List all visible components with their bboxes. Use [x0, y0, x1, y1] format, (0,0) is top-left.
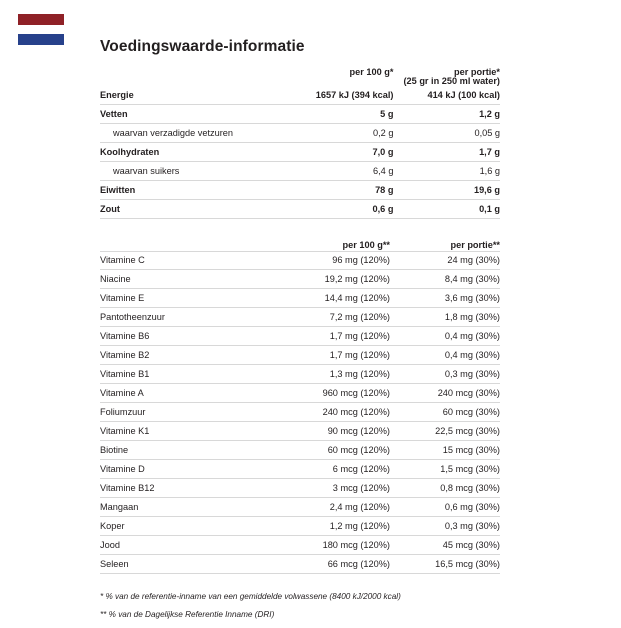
row-value-per-100g: 960 mcg (120%) — [280, 384, 390, 403]
row-label: Eiwitten — [100, 181, 287, 200]
row-value-per-portie: 1,6 g — [393, 162, 500, 181]
row-label: Vitamine C — [100, 251, 280, 270]
row-value-per-100g: 1657 kJ (394 kcal) — [287, 86, 393, 104]
table-row — [100, 441, 500, 460]
vitamin-header-per-100g: per 100 g** — [280, 241, 390, 251]
table-row — [100, 143, 500, 162]
row-label: Niacine — [100, 270, 280, 289]
row-value-per-100g: 1,7 mg (120%) — [280, 327, 390, 346]
row-label: waarvan suikers — [100, 162, 287, 181]
row-value-per-portie: 0,3 mg (30%) — [390, 517, 500, 536]
row-label: Vitamine B1 — [100, 365, 280, 384]
row-value-per-portie: 1,2 g — [393, 105, 500, 124]
table-row — [100, 498, 500, 517]
row-value-per-100g: 60 mcg (120%) — [280, 441, 390, 460]
main-header-per-portie: per portie* — [454, 67, 500, 77]
row-label: Vitamine E — [100, 289, 280, 308]
table-row — [100, 327, 500, 346]
table-row — [100, 270, 500, 289]
page-title: Voedingswaarde-informatie — [100, 38, 305, 55]
row-value-per-100g: 78 g — [287, 181, 393, 200]
flag-band-red — [18, 14, 64, 25]
row-label: Vitamine D — [100, 460, 280, 479]
main-header-label-sub — [100, 77, 287, 86]
row-label: waarvan verzadigde vetzuren — [100, 124, 287, 143]
row-label: Energie — [100, 86, 287, 104]
footnotes — [100, 592, 500, 619]
row-value-per-portie: 15 mcg (30%) — [390, 441, 500, 460]
row-value-per-100g: 1,2 mg (120%) — [280, 517, 390, 536]
row-value-per-100g: 7,2 mg (120%) — [280, 308, 390, 327]
table-row — [100, 384, 500, 403]
row-value-per-100g: 240 mcg (120%) — [280, 403, 390, 422]
vitamin-table — [100, 241, 500, 574]
row-value-per-100g: 6,4 g — [287, 162, 393, 181]
main-table-header-row-2 — [100, 77, 500, 86]
row-value-per-portie: 22,5 mcg (30%) — [390, 422, 500, 441]
row-value-per-100g: 1,7 mg (120%) — [280, 346, 390, 365]
flag-band-white — [18, 25, 64, 34]
row-value-per-portie: 0,6 mg (30%) — [390, 498, 500, 517]
main-header-per-portie-sub: (25 gr in 250 ml water) — [403, 76, 500, 87]
nutrition-sheet — [100, 38, 500, 628]
row-label: Foliumzuur — [100, 403, 280, 422]
flag-band-blue — [18, 34, 64, 45]
row-value-per-100g: 5 g — [287, 105, 393, 124]
footnote-two: ** % van de Dagelijkse Referentie Inname (DRI) — [100, 610, 275, 620]
table-row — [100, 251, 500, 270]
main-header-per-100g: per 100 g* — [349, 67, 394, 77]
nutrition-main-table — [100, 68, 500, 219]
row-value-per-portie: 1,8 mg (30%) — [390, 308, 500, 327]
vitamin-table-body — [100, 241, 500, 573]
row-value-per-100g: 66 mcg (120%) — [280, 555, 390, 574]
row-value-per-portie: 0,4 mg (30%) — [390, 327, 500, 346]
row-label: Pantotheenzuur — [100, 308, 280, 327]
row-value-per-100g: 90 mcg (120%) — [280, 422, 390, 441]
table-row — [100, 460, 500, 479]
row-value-per-100g: 2,4 mg (120%) — [280, 498, 390, 517]
row-value-per-portie: 0,1 g — [393, 200, 500, 219]
row-value-per-portie: 0,8 mcg (30%) — [390, 479, 500, 498]
row-label: Vitamine B6 — [100, 327, 280, 346]
row-value-per-100g: 6 mcg (120%) — [280, 460, 390, 479]
row-label: Zout — [100, 200, 287, 219]
table-row — [100, 422, 500, 441]
table-row — [100, 124, 500, 143]
row-value-per-portie: 16,5 mcg (30%) — [390, 555, 500, 574]
vitamin-header-label — [100, 241, 280, 251]
table-row — [100, 308, 500, 327]
row-value-per-100g: 180 mcg (120%) — [280, 536, 390, 555]
table-row — [100, 162, 500, 181]
row-label: Vitamine B12 — [100, 479, 280, 498]
row-label: Vitamine A — [100, 384, 280, 403]
vitamin-header-per-portie: per portie** — [390, 241, 500, 251]
row-value-per-portie: 240 mcg (30%) — [390, 384, 500, 403]
row-value-per-portie: 45 mcg (30%) — [390, 536, 500, 555]
main-header-label — [100, 68, 287, 77]
row-label: Mangaan — [100, 498, 280, 517]
table-row — [100, 365, 500, 384]
row-label: Koolhydraten — [100, 143, 287, 162]
table-row — [100, 105, 500, 124]
row-value-per-portie: 1,7 g — [393, 143, 500, 162]
table-row — [100, 86, 500, 104]
table-row — [100, 289, 500, 308]
row-value-per-portie: 0,05 g — [393, 124, 500, 143]
table-row — [100, 479, 500, 498]
row-label: Koper — [100, 517, 280, 536]
vitamin-table-header-row — [100, 241, 500, 251]
table-gap — [100, 219, 500, 241]
row-value-per-100g: 1,3 mg (120%) — [280, 365, 390, 384]
footnote-one: * % van de referentie-inname van een gemiddelde volwassene (8400 kJ/2000 kcal) — [100, 592, 401, 602]
row-value-per-100g: 0,2 g — [287, 124, 393, 143]
row-label: Vitamine K1 — [100, 422, 280, 441]
row-value-per-portie: 0,3 mg (30%) — [390, 365, 500, 384]
row-label: Seleen — [100, 555, 280, 574]
row-value-per-100g: 96 mg (120%) — [280, 251, 390, 270]
main-table-body — [100, 68, 500, 219]
row-label: Jood — [100, 536, 280, 555]
row-value-per-portie: 24 mg (30%) — [390, 251, 500, 270]
row-value-per-100g: 3 mcg (120%) — [280, 479, 390, 498]
row-value-per-100g: 7,0 g — [287, 143, 393, 162]
table-row — [100, 200, 500, 219]
table-row — [100, 555, 500, 574]
row-value-per-portie: 60 mcg (30%) — [390, 403, 500, 422]
row-value-per-portie: 8,4 mg (30%) — [390, 270, 500, 289]
row-value-per-100g: 19,2 mg (120%) — [280, 270, 390, 289]
row-value-per-portie: 0,4 mg (30%) — [390, 346, 500, 365]
main-header-per-100g-sub — [287, 77, 393, 86]
row-label: Biotine — [100, 441, 280, 460]
table-row — [100, 536, 500, 555]
row-value-per-portie: 3,6 mg (30%) — [390, 289, 500, 308]
row-value-per-portie: 19,6 g — [393, 181, 500, 200]
table-row — [100, 346, 500, 365]
table-row — [100, 403, 500, 422]
row-value-per-portie: 414 kJ (100 kcal) — [393, 86, 500, 104]
row-value-per-portie: 1,5 mcg (30%) — [390, 460, 500, 479]
row-label: Vitamine B2 — [100, 346, 280, 365]
table-row — [100, 181, 500, 200]
table-row — [100, 517, 500, 536]
row-value-per-100g: 0,6 g — [287, 200, 393, 219]
row-label: Vetten — [100, 105, 287, 124]
row-value-per-100g: 14,4 mg (120%) — [280, 289, 390, 308]
dutch-flag-icon — [18, 14, 64, 45]
